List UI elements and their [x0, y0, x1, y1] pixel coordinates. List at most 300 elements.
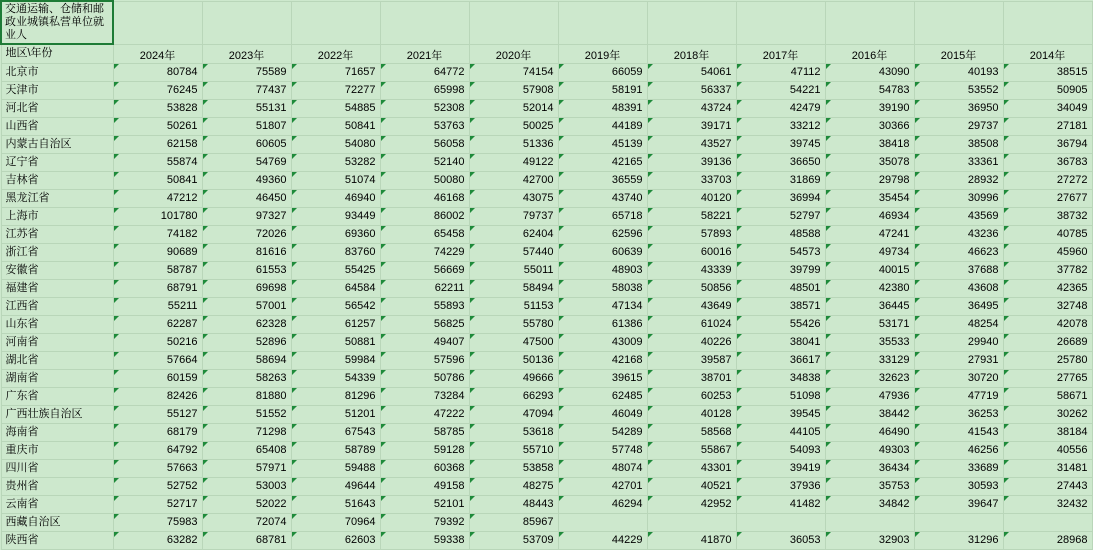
- value-cell[interactable]: 37782: [1003, 261, 1092, 279]
- value-cell[interactable]: 57748: [558, 441, 647, 459]
- value-cell[interactable]: 81296: [291, 387, 380, 405]
- value-cell[interactable]: 48588: [736, 225, 825, 243]
- value-cell[interactable]: 68179: [113, 423, 202, 441]
- value-cell[interactable]: 50216: [113, 333, 202, 351]
- value-cell[interactable]: 43740: [558, 189, 647, 207]
- value-cell[interactable]: 48903: [558, 261, 647, 279]
- value-cell[interactable]: 63282: [113, 531, 202, 549]
- value-cell[interactable]: 83760: [291, 243, 380, 261]
- value-cell[interactable]: 52797: [736, 207, 825, 225]
- value-cell[interactable]: 62404: [469, 225, 558, 243]
- region-cell[interactable]: 四川省: [1, 459, 113, 477]
- value-cell[interactable]: 58263: [202, 369, 291, 387]
- value-cell[interactable]: 33212: [736, 117, 825, 135]
- value-cell[interactable]: [736, 513, 825, 531]
- value-cell[interactable]: 58221: [647, 207, 736, 225]
- value-cell[interactable]: 65408: [202, 441, 291, 459]
- region-cell[interactable]: 辽宁省: [1, 153, 113, 171]
- value-cell[interactable]: 36650: [736, 153, 825, 171]
- value-cell[interactable]: 48074: [558, 459, 647, 477]
- value-cell[interactable]: 39171: [647, 117, 736, 135]
- value-cell[interactable]: 58787: [113, 261, 202, 279]
- value-cell[interactable]: 40521: [647, 477, 736, 495]
- value-cell[interactable]: 30593: [914, 477, 1003, 495]
- value-cell[interactable]: 39545: [736, 405, 825, 423]
- value-cell[interactable]: 62596: [558, 225, 647, 243]
- empty-cell[interactable]: [647, 1, 736, 44]
- value-cell[interactable]: 51552: [202, 405, 291, 423]
- value-cell[interactable]: 55780: [469, 315, 558, 333]
- value-cell[interactable]: 50856: [647, 279, 736, 297]
- value-cell[interactable]: 52022: [202, 495, 291, 513]
- region-cell[interactable]: 重庆市: [1, 441, 113, 459]
- value-cell[interactable]: 34049: [1003, 99, 1092, 117]
- value-cell[interactable]: 53282: [291, 153, 380, 171]
- value-cell[interactable]: 33361: [914, 153, 1003, 171]
- value-cell[interactable]: 32432: [1003, 495, 1092, 513]
- value-cell[interactable]: 55425: [291, 261, 380, 279]
- value-cell[interactable]: [558, 513, 647, 531]
- value-cell[interactable]: 43090: [825, 63, 914, 81]
- value-cell[interactable]: 31296: [914, 531, 1003, 549]
- value-cell[interactable]: 54769: [202, 153, 291, 171]
- value-cell[interactable]: 59338: [380, 531, 469, 549]
- empty-cell[interactable]: [558, 1, 647, 44]
- value-cell[interactable]: 30720: [914, 369, 1003, 387]
- value-cell[interactable]: 54289: [558, 423, 647, 441]
- empty-cell[interactable]: [1003, 1, 1092, 44]
- value-cell[interactable]: 40785: [1003, 225, 1092, 243]
- value-cell[interactable]: 36559: [558, 171, 647, 189]
- region-cell[interactable]: 黑龙江省: [1, 189, 113, 207]
- value-cell[interactable]: 39190: [825, 99, 914, 117]
- value-cell[interactable]: 47719: [914, 387, 1003, 405]
- value-cell[interactable]: 55211: [113, 297, 202, 315]
- value-cell[interactable]: 46934: [825, 207, 914, 225]
- year-header-cell[interactable]: 2019年: [558, 44, 647, 63]
- value-cell[interactable]: 35533: [825, 333, 914, 351]
- value-cell[interactable]: 60159: [113, 369, 202, 387]
- year-header-cell[interactable]: 2020年: [469, 44, 558, 63]
- year-header-cell[interactable]: 2018年: [647, 44, 736, 63]
- value-cell[interactable]: 42479: [736, 99, 825, 117]
- value-cell[interactable]: 55893: [380, 297, 469, 315]
- value-cell[interactable]: 61024: [647, 315, 736, 333]
- selected-title-cell[interactable]: 交通运输、仓储和邮政业城镇私营单位就业人: [1, 1, 113, 44]
- value-cell[interactable]: 42700: [469, 171, 558, 189]
- value-cell[interactable]: 66293: [469, 387, 558, 405]
- value-cell[interactable]: 49360: [202, 171, 291, 189]
- value-cell[interactable]: 56337: [647, 81, 736, 99]
- value-cell[interactable]: 28968: [1003, 531, 1092, 549]
- value-cell[interactable]: 65458: [380, 225, 469, 243]
- value-cell[interactable]: 55131: [202, 99, 291, 117]
- value-cell[interactable]: 60639: [558, 243, 647, 261]
- value-cell[interactable]: 36617: [736, 351, 825, 369]
- region-cell[interactable]: 山东省: [1, 315, 113, 333]
- value-cell[interactable]: 51336: [469, 135, 558, 153]
- value-cell[interactable]: 57664: [113, 351, 202, 369]
- value-cell[interactable]: 43339: [647, 261, 736, 279]
- year-header-cell[interactable]: 2014年: [1003, 44, 1092, 63]
- value-cell[interactable]: 51807: [202, 117, 291, 135]
- value-cell[interactable]: [647, 513, 736, 531]
- value-cell[interactable]: 38041: [736, 333, 825, 351]
- value-cell[interactable]: 52140: [380, 153, 469, 171]
- value-cell[interactable]: 44189: [558, 117, 647, 135]
- value-cell[interactable]: 77437: [202, 81, 291, 99]
- value-cell[interactable]: 60016: [647, 243, 736, 261]
- value-cell[interactable]: 55710: [469, 441, 558, 459]
- value-cell[interactable]: 52896: [202, 333, 291, 351]
- value-cell[interactable]: 59488: [291, 459, 380, 477]
- value-cell[interactable]: 43649: [647, 297, 736, 315]
- value-cell[interactable]: 86002: [380, 207, 469, 225]
- value-cell[interactable]: 40556: [1003, 441, 1092, 459]
- value-cell[interactable]: 52014: [469, 99, 558, 117]
- value-cell[interactable]: 28932: [914, 171, 1003, 189]
- value-cell[interactable]: 72277: [291, 81, 380, 99]
- value-cell[interactable]: 54093: [736, 441, 825, 459]
- empty-cell[interactable]: [825, 1, 914, 44]
- value-cell[interactable]: 81616: [202, 243, 291, 261]
- value-cell[interactable]: 60368: [380, 459, 469, 477]
- value-cell[interactable]: 43301: [647, 459, 736, 477]
- value-cell[interactable]: 47094: [469, 405, 558, 423]
- value-cell[interactable]: 72026: [202, 225, 291, 243]
- value-cell[interactable]: 80784: [113, 63, 202, 81]
- value-cell[interactable]: 56542: [291, 297, 380, 315]
- value-cell[interactable]: 61257: [291, 315, 380, 333]
- region-cell[interactable]: 云南省: [1, 495, 113, 513]
- empty-cell[interactable]: [736, 1, 825, 44]
- value-cell[interactable]: 42952: [647, 495, 736, 513]
- value-cell[interactable]: 70964: [291, 513, 380, 531]
- value-cell[interactable]: 71657: [291, 63, 380, 81]
- value-cell[interactable]: [825, 513, 914, 531]
- value-cell[interactable]: 50025: [469, 117, 558, 135]
- value-cell[interactable]: 43608: [914, 279, 1003, 297]
- region-cell[interactable]: 安徽省: [1, 261, 113, 279]
- value-cell[interactable]: 53709: [469, 531, 558, 549]
- value-cell[interactable]: [914, 513, 1003, 531]
- value-cell[interactable]: 55867: [647, 441, 736, 459]
- value-cell[interactable]: 49734: [825, 243, 914, 261]
- region-cell[interactable]: 广西壮族自治区: [1, 405, 113, 423]
- region-cell[interactable]: 湖南省: [1, 369, 113, 387]
- value-cell[interactable]: 29940: [914, 333, 1003, 351]
- value-cell[interactable]: 64584: [291, 279, 380, 297]
- value-cell[interactable]: 46940: [291, 189, 380, 207]
- value-cell[interactable]: 52308: [380, 99, 469, 117]
- value-cell[interactable]: 64792: [113, 441, 202, 459]
- value-cell[interactable]: 30996: [914, 189, 1003, 207]
- value-cell[interactable]: 93449: [291, 207, 380, 225]
- value-cell[interactable]: 47936: [825, 387, 914, 405]
- value-cell[interactable]: 75589: [202, 63, 291, 81]
- region-cell[interactable]: 福建省: [1, 279, 113, 297]
- value-cell[interactable]: 59984: [291, 351, 380, 369]
- value-cell[interactable]: 38515: [1003, 63, 1092, 81]
- value-cell[interactable]: 44229: [558, 531, 647, 549]
- value-cell[interactable]: 56669: [380, 261, 469, 279]
- year-header-cell[interactable]: 2021年: [380, 44, 469, 63]
- value-cell[interactable]: 53003: [202, 477, 291, 495]
- value-cell[interactable]: 51098: [736, 387, 825, 405]
- year-header-cell[interactable]: 2022年: [291, 44, 380, 63]
- value-cell[interactable]: 48391: [558, 99, 647, 117]
- value-cell[interactable]: 49158: [380, 477, 469, 495]
- value-cell[interactable]: 69360: [291, 225, 380, 243]
- value-cell[interactable]: 38508: [914, 135, 1003, 153]
- value-cell[interactable]: 51153: [469, 297, 558, 315]
- value-cell[interactable]: 42701: [558, 477, 647, 495]
- value-cell[interactable]: 46049: [558, 405, 647, 423]
- value-cell[interactable]: 68791: [113, 279, 202, 297]
- value-cell[interactable]: 74154: [469, 63, 558, 81]
- value-cell[interactable]: 39587: [647, 351, 736, 369]
- value-cell[interactable]: 36053: [736, 531, 825, 549]
- value-cell[interactable]: 49644: [291, 477, 380, 495]
- value-cell[interactable]: 42380: [825, 279, 914, 297]
- value-cell[interactable]: 47500: [469, 333, 558, 351]
- value-cell[interactable]: 50080: [380, 171, 469, 189]
- value-cell[interactable]: 43724: [647, 99, 736, 117]
- value-cell[interactable]: 51201: [291, 405, 380, 423]
- region-cell[interactable]: 江西省: [1, 297, 113, 315]
- value-cell[interactable]: 40128: [647, 405, 736, 423]
- value-cell[interactable]: 54061: [647, 63, 736, 81]
- empty-cell[interactable]: [202, 1, 291, 44]
- value-cell[interactable]: 38184: [1003, 423, 1092, 441]
- region-cell[interactable]: 河南省: [1, 333, 113, 351]
- value-cell[interactable]: 52717: [113, 495, 202, 513]
- value-cell[interactable]: 36794: [1003, 135, 1092, 153]
- value-cell[interactable]: 38732: [1003, 207, 1092, 225]
- value-cell[interactable]: 60253: [647, 387, 736, 405]
- value-cell[interactable]: 54783: [825, 81, 914, 99]
- value-cell[interactable]: 27677: [1003, 189, 1092, 207]
- value-cell[interactable]: 82426: [113, 387, 202, 405]
- value-cell[interactable]: 50841: [291, 117, 380, 135]
- value-cell[interactable]: 50905: [1003, 81, 1092, 99]
- region-cell[interactable]: 湖北省: [1, 351, 113, 369]
- value-cell[interactable]: 31869: [736, 171, 825, 189]
- value-cell[interactable]: 39647: [914, 495, 1003, 513]
- value-cell[interactable]: 58568: [647, 423, 736, 441]
- value-cell[interactable]: 27931: [914, 351, 1003, 369]
- value-cell[interactable]: 41870: [647, 531, 736, 549]
- value-cell[interactable]: 49122: [469, 153, 558, 171]
- value-cell[interactable]: 57596: [380, 351, 469, 369]
- value-cell[interactable]: 79737: [469, 207, 558, 225]
- value-cell[interactable]: 47222: [380, 405, 469, 423]
- value-cell[interactable]: 53763: [380, 117, 469, 135]
- region-cell[interactable]: 内蒙古自治区: [1, 135, 113, 153]
- value-cell[interactable]: 33703: [647, 171, 736, 189]
- value-cell[interactable]: 29798: [825, 171, 914, 189]
- value-cell[interactable]: 62328: [202, 315, 291, 333]
- value-cell[interactable]: 34838: [736, 369, 825, 387]
- value-cell[interactable]: 36445: [825, 297, 914, 315]
- value-cell[interactable]: 65718: [558, 207, 647, 225]
- value-cell[interactable]: 90689: [113, 243, 202, 261]
- value-cell[interactable]: 36783: [1003, 153, 1092, 171]
- value-cell[interactable]: 48275: [469, 477, 558, 495]
- value-cell[interactable]: 66059: [558, 63, 647, 81]
- value-cell[interactable]: 68781: [202, 531, 291, 549]
- value-cell[interactable]: 27181: [1003, 117, 1092, 135]
- value-cell[interactable]: 40193: [914, 63, 1003, 81]
- value-cell[interactable]: 62485: [558, 387, 647, 405]
- region-cell[interactable]: 海南省: [1, 423, 113, 441]
- value-cell[interactable]: 79392: [380, 513, 469, 531]
- value-cell[interactable]: 43075: [469, 189, 558, 207]
- value-cell[interactable]: 75983: [113, 513, 202, 531]
- value-cell[interactable]: 50881: [291, 333, 380, 351]
- value-cell[interactable]: 76245: [113, 81, 202, 99]
- value-cell[interactable]: 42078: [1003, 315, 1092, 333]
- value-cell[interactable]: 52752: [113, 477, 202, 495]
- value-cell[interactable]: 51074: [291, 171, 380, 189]
- value-cell[interactable]: 81880: [202, 387, 291, 405]
- value-cell[interactable]: 39615: [558, 369, 647, 387]
- value-cell[interactable]: 58694: [202, 351, 291, 369]
- value-cell[interactable]: 55127: [113, 405, 202, 423]
- value-cell[interactable]: 43569: [914, 207, 1003, 225]
- value-cell[interactable]: 32903: [825, 531, 914, 549]
- value-cell[interactable]: 37688: [914, 261, 1003, 279]
- value-cell[interactable]: [1003, 513, 1092, 531]
- value-cell[interactable]: 62158: [113, 135, 202, 153]
- value-cell[interactable]: 46294: [558, 495, 647, 513]
- value-cell[interactable]: 33689: [914, 459, 1003, 477]
- empty-cell[interactable]: [113, 1, 202, 44]
- value-cell[interactable]: 43009: [558, 333, 647, 351]
- region-cell[interactable]: 西藏自治区: [1, 513, 113, 531]
- year-header-cell[interactable]: 2015年: [914, 44, 1003, 63]
- header-corner-cell[interactable]: 地区\年份: [1, 44, 113, 63]
- value-cell[interactable]: 43236: [914, 225, 1003, 243]
- value-cell[interactable]: 46168: [380, 189, 469, 207]
- value-cell[interactable]: 58671: [1003, 387, 1092, 405]
- empty-cell[interactable]: [291, 1, 380, 44]
- value-cell[interactable]: 54339: [291, 369, 380, 387]
- value-cell[interactable]: 38571: [736, 297, 825, 315]
- value-cell[interactable]: 49407: [380, 333, 469, 351]
- value-cell[interactable]: 38442: [825, 405, 914, 423]
- region-cell[interactable]: 广东省: [1, 387, 113, 405]
- value-cell[interactable]: 57893: [647, 225, 736, 243]
- value-cell[interactable]: 38418: [825, 135, 914, 153]
- value-cell[interactable]: 42168: [558, 351, 647, 369]
- year-header-cell[interactable]: 2016年: [825, 44, 914, 63]
- value-cell[interactable]: 38701: [647, 369, 736, 387]
- value-cell[interactable]: 47241: [825, 225, 914, 243]
- region-cell[interactable]: 陕西省: [1, 531, 113, 549]
- value-cell[interactable]: 62211: [380, 279, 469, 297]
- empty-cell[interactable]: [380, 1, 469, 44]
- year-header-cell[interactable]: 2017年: [736, 44, 825, 63]
- value-cell[interactable]: 64772: [380, 63, 469, 81]
- value-cell[interactable]: 58785: [380, 423, 469, 441]
- value-cell[interactable]: 36994: [736, 189, 825, 207]
- region-cell[interactable]: 浙江省: [1, 243, 113, 261]
- value-cell[interactable]: 36253: [914, 405, 1003, 423]
- value-cell[interactable]: 54080: [291, 135, 380, 153]
- value-cell[interactable]: 59128: [380, 441, 469, 459]
- value-cell[interactable]: 30262: [1003, 405, 1092, 423]
- value-cell[interactable]: 56825: [380, 315, 469, 333]
- value-cell[interactable]: 55426: [736, 315, 825, 333]
- value-cell[interactable]: 52101: [380, 495, 469, 513]
- value-cell[interactable]: 71298: [202, 423, 291, 441]
- value-cell[interactable]: 32748: [1003, 297, 1092, 315]
- value-cell[interactable]: 74229: [380, 243, 469, 261]
- region-cell[interactable]: 河北省: [1, 99, 113, 117]
- value-cell[interactable]: 50841: [113, 171, 202, 189]
- value-cell[interactable]: 46256: [914, 441, 1003, 459]
- value-cell[interactable]: 40226: [647, 333, 736, 351]
- value-cell[interactable]: 39799: [736, 261, 825, 279]
- value-cell[interactable]: 47134: [558, 297, 647, 315]
- value-cell[interactable]: 27443: [1003, 477, 1092, 495]
- region-cell[interactable]: 上海市: [1, 207, 113, 225]
- region-cell[interactable]: 北京市: [1, 63, 113, 81]
- value-cell[interactable]: 45960: [1003, 243, 1092, 261]
- year-header-cell[interactable]: 2023年: [202, 44, 291, 63]
- value-cell[interactable]: 65998: [380, 81, 469, 99]
- value-cell[interactable]: 31481: [1003, 459, 1092, 477]
- value-cell[interactable]: 40015: [825, 261, 914, 279]
- value-cell[interactable]: 57440: [469, 243, 558, 261]
- value-cell[interactable]: 44105: [736, 423, 825, 441]
- value-cell[interactable]: 74182: [113, 225, 202, 243]
- region-cell[interactable]: 贵州省: [1, 477, 113, 495]
- value-cell[interactable]: 69698: [202, 279, 291, 297]
- value-cell[interactable]: 50786: [380, 369, 469, 387]
- value-cell[interactable]: 97327: [202, 207, 291, 225]
- value-cell[interactable]: 41482: [736, 495, 825, 513]
- value-cell[interactable]: 35753: [825, 477, 914, 495]
- value-cell[interactable]: 39136: [647, 153, 736, 171]
- value-cell[interactable]: 39745: [736, 135, 825, 153]
- empty-cell[interactable]: [914, 1, 1003, 44]
- value-cell[interactable]: 32623: [825, 369, 914, 387]
- value-cell[interactable]: 57908: [469, 81, 558, 99]
- value-cell[interactable]: 46490: [825, 423, 914, 441]
- value-cell[interactable]: 26689: [1003, 333, 1092, 351]
- value-cell[interactable]: 54885: [291, 99, 380, 117]
- value-cell[interactable]: 41543: [914, 423, 1003, 441]
- value-cell[interactable]: 57001: [202, 297, 291, 315]
- value-cell[interactable]: 58038: [558, 279, 647, 297]
- value-cell[interactable]: 55011: [469, 261, 558, 279]
- value-cell[interactable]: 56058: [380, 135, 469, 153]
- value-cell[interactable]: 48254: [914, 315, 1003, 333]
- empty-cell[interactable]: [469, 1, 558, 44]
- value-cell[interactable]: 36950: [914, 99, 1003, 117]
- value-cell[interactable]: 47212: [113, 189, 202, 207]
- value-cell[interactable]: 36495: [914, 297, 1003, 315]
- value-cell[interactable]: 49303: [825, 441, 914, 459]
- value-cell[interactable]: 61386: [558, 315, 647, 333]
- value-cell[interactable]: 61553: [202, 261, 291, 279]
- value-cell[interactable]: 58789: [291, 441, 380, 459]
- region-cell[interactable]: 山西省: [1, 117, 113, 135]
- region-cell[interactable]: 江苏省: [1, 225, 113, 243]
- value-cell[interactable]: 57971: [202, 459, 291, 477]
